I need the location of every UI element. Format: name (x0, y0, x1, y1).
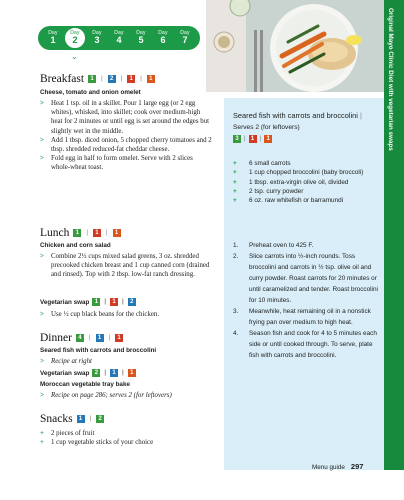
lunch-swap-steps (40, 310, 212, 319)
lunch-steps (40, 252, 212, 280)
day-tab-number: 2 (72, 35, 78, 45)
chevron-right-icon: > (40, 253, 44, 260)
chevron-right-icon: > (40, 155, 44, 163)
day-tab-2[interactable] (64, 27, 86, 49)
swap-label: Vegetarian swap (40, 369, 90, 377)
list-item: > Fold egg in half to form omelet. Serve with 2 slices whole-wheat toast. (40, 155, 193, 172)
badge-protein: 1 (249, 135, 257, 143)
step-number: 2. (233, 253, 239, 260)
list-item: > Combine 2½ cups mixed salad greens, 3 oz. shredded precooked chicken breast and 1 cup canned corn (drained and rinsed). Top with 2 tbsp. low-fat ranch dressing. (40, 253, 210, 279)
day-tab-label: Day (48, 30, 58, 36)
list-item: > Add 1 tbsp. diced onion, 5 chopped cherry tomatoes and 2 tbsp. shredded reduced-fat cheddar cheese. (40, 136, 212, 154)
chevron-right-icon: > (40, 358, 44, 365)
dinner-dish: Seared fish with carrots and broccolini (40, 347, 157, 354)
lunch-swap: Vegetarian swap 1 | 1 | 2 (40, 298, 136, 306)
badge-carbs: 2 (128, 298, 136, 306)
day-tab-number: 5 (138, 35, 144, 45)
dinner-swap-dish: Moroccan vegetable tray bake (40, 381, 130, 388)
list-item: > Use ½ cup black beans for the chicken. (40, 311, 160, 318)
list-item: + 1 tbsp. extra-virgin olive oil, divided (233, 178, 349, 186)
list-item: + 2 pieces of fruit (40, 430, 95, 437)
day-tab-number: 3 (94, 35, 100, 45)
badge-protein: 1 (93, 229, 101, 237)
badge-vegetables: 2 (92, 369, 100, 377)
list-item: 3. Meanwhile, heat remaining oil in a nonstick frying pan over medium to high heat. (233, 308, 371, 326)
day-tab-bar (38, 26, 200, 50)
dish-photo (206, 0, 384, 92)
swap-label: Vegetarian swap (40, 298, 90, 306)
day-tab-label: Day (180, 30, 190, 36)
plus-icon: + (233, 160, 237, 167)
badge-fats: 1 (128, 369, 136, 377)
day-tab-3[interactable] (86, 27, 108, 49)
day-tab-number: 1 (50, 35, 56, 45)
day-tab-label: Day (158, 30, 168, 36)
dinner-heading: Dinner 4 | 1 | 1 (40, 332, 123, 344)
recipe-steps (233, 240, 378, 361)
page-number: 297 (350, 462, 364, 471)
list-item: + 6 oz. raw whitefish or barramundi (233, 197, 344, 205)
recipe-serves: Serves 2 (for leftovers) (233, 124, 300, 131)
chevron-right-icon: > (40, 136, 44, 144)
side-strip-title: Original Mayo Clinic Diet with vegetarian swaps (387, 8, 394, 151)
plus-icon: + (233, 169, 237, 177)
footer-label: Menu guide (312, 464, 345, 471)
list-item: 2. Slice carrots into ½-inch rounds. Toss broccolini and carrots in ½ tsp. olive oil and curry powder. Roast carrots for 20 minutes or until caramelized and tender. Roast broccolini for 10 minutes. (233, 253, 378, 304)
day-tab-label: Day (136, 30, 146, 36)
dinner-swap-note (40, 391, 220, 400)
badge-fats: 1 (264, 135, 272, 143)
breakfast-dish: Cheese, tomato and onion omelet (40, 89, 141, 96)
list-item: + 1 cup vegetable sticks of your choice (40, 439, 154, 447)
day-tab-number: 6 (160, 35, 166, 45)
badge-fruits: 1 (77, 415, 85, 423)
section-heading: Lunch (40, 227, 70, 239)
badge-fats: 1 (113, 229, 121, 237)
day-tab-label: Day (92, 30, 102, 36)
list-item: + 6 small carrots (233, 160, 291, 167)
dish-photo-illustration (206, 0, 384, 92)
day-tab-6[interactable] (152, 27, 174, 49)
breakfast-steps (40, 99, 212, 173)
recipe-title-text: Seared fish with carrots and broccolini (233, 111, 358, 120)
badge-vegetables: 1 (92, 298, 100, 306)
badge-protein: 1 (115, 334, 123, 342)
section-heading: Dinner (40, 332, 72, 344)
badge-vegetables: 2 (96, 415, 104, 423)
snacks-items (40, 429, 212, 447)
day-tab-1[interactable] (42, 27, 64, 49)
chevron-down-icon: ⌄ (71, 52, 78, 61)
list-item: + 1 cup chopped broccolini (baby broccoli) (233, 169, 364, 177)
plus-icon: + (233, 197, 237, 205)
step-number: 3. (233, 308, 239, 315)
chevron-right-icon: > (40, 100, 44, 107)
breakfast-heading: Breakfast 1 | 2 | 1 | 1 (40, 73, 155, 85)
badge-vegetables: 1 (73, 229, 81, 237)
badge-carbs: 1 (96, 334, 104, 342)
step-number: 1. (233, 242, 239, 249)
dinner-note (40, 357, 212, 366)
plus-icon: + (233, 187, 237, 195)
section-heading: Snacks (40, 413, 73, 425)
chevron-right-icon: > (40, 392, 44, 399)
badge-fats: 1 (147, 75, 155, 83)
recipe-ingredients (233, 159, 378, 205)
recipe-title: Seared fish with carrots and broccolini | Serves 2 (for leftovers) (233, 111, 362, 131)
day-tab-label: Day (70, 30, 80, 36)
snacks-heading: Snacks 1 | 2 (40, 413, 104, 425)
day-tab-number: 4 (116, 35, 122, 45)
badge-protein: 1 (110, 298, 118, 306)
list-item: + 2 tsp. curry powder (233, 187, 304, 195)
lunch-heading: Lunch 1 | 1 | 1 (40, 227, 121, 239)
list-item: > Recipe on page 286; serves 2 (for leftovers) (40, 392, 172, 399)
list-item: > Recipe at right (40, 358, 92, 365)
badge-vegetables: 1 (88, 75, 96, 83)
plus-icon: + (233, 178, 237, 186)
day-tab-7[interactable] (174, 27, 196, 49)
page-footer (312, 462, 363, 471)
day-tab-number: 7 (182, 35, 188, 45)
badge-vegetables: 4 (76, 334, 84, 342)
day-tab-label: Day (114, 30, 124, 36)
plus-icon: + (40, 430, 44, 437)
list-item: 1. Preheat oven to 425 F. (233, 242, 314, 249)
section-heading: Breakfast (40, 73, 85, 85)
lunch-dish: Chicken and corn salad (40, 242, 111, 249)
plus-icon: + (40, 439, 44, 447)
recipe-badges: 3 | 1 | 1 (233, 135, 272, 143)
chevron-right-icon: > (40, 311, 44, 318)
step-number: 4. (233, 330, 239, 337)
day-tab-4[interactable] (108, 27, 130, 49)
badge-protein: 1 (127, 75, 135, 83)
badge-carbs: 2 (108, 75, 116, 83)
day-tab-5[interactable] (130, 27, 152, 49)
badge-carbs: 1 (110, 369, 118, 377)
dinner-swap: Vegetarian swap 2 | 1 | 1 (40, 369, 136, 377)
badge-vegetables: 3 (233, 135, 241, 143)
list-item: > Heat 1 tsp. oil in a skillet. Pour 1 large egg (or 2 egg whites), whisked, into skillet; cook over medium-high heat for 2 minutes or until egg is set around the edges but slightly wet in the middle. (40, 100, 210, 135)
list-item: 4. Season fish and cook for 4 to 5 minutes each side or until cooked through. To serve, plate fish with carrots and broccolini. (233, 330, 377, 359)
